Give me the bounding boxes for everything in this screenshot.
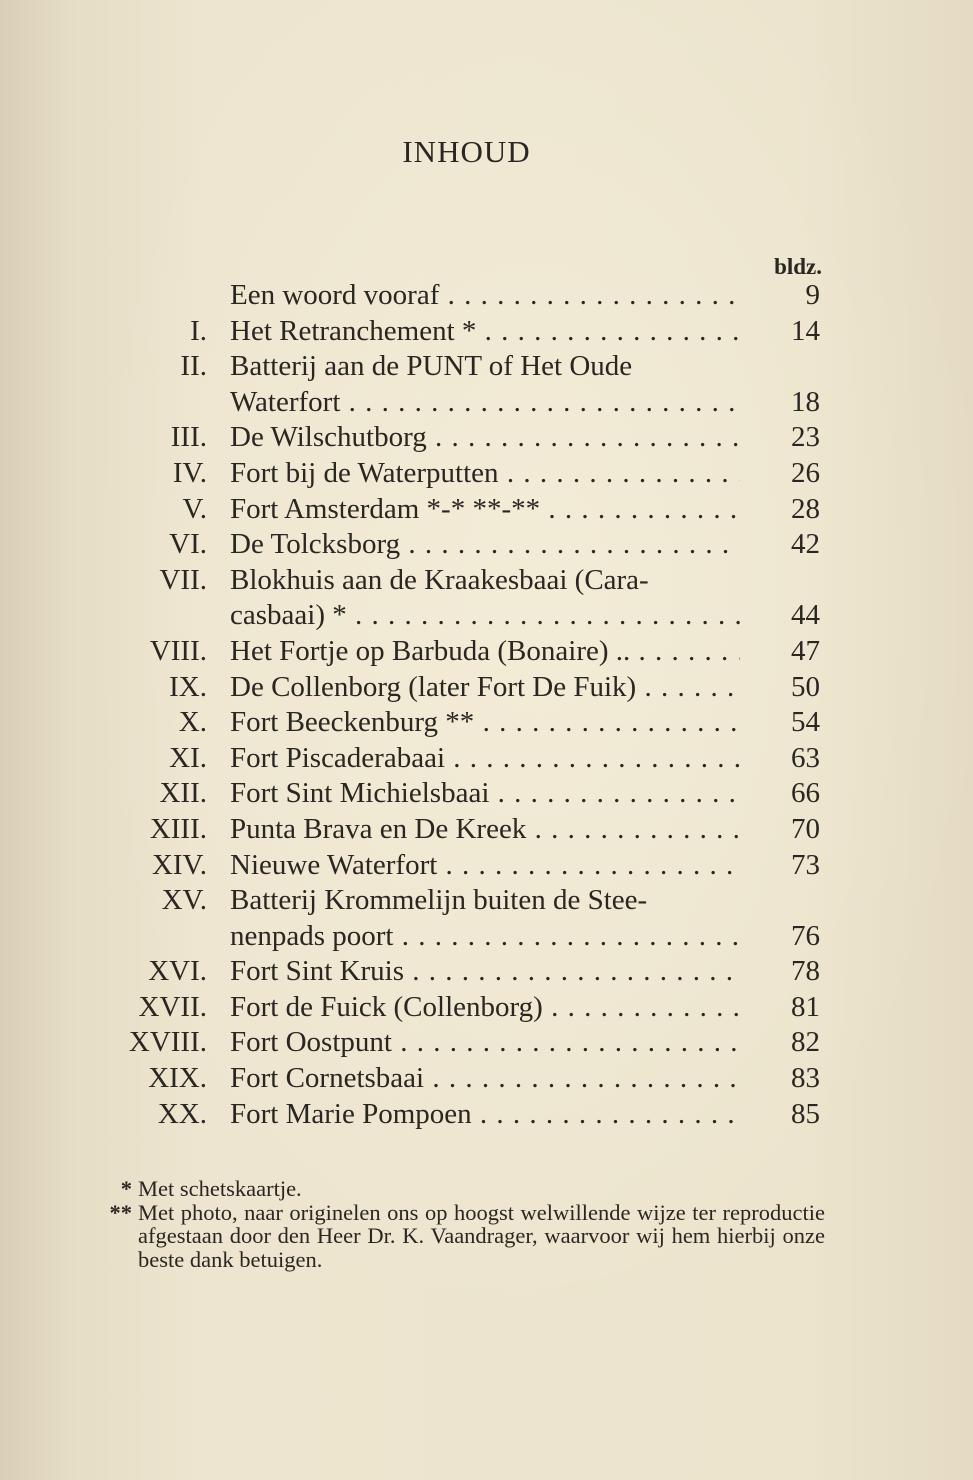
toc-entry (0, 741, 973, 777)
toc-entry-page: 28 (791, 492, 820, 525)
toc-entry-title-wrap (230, 492, 740, 528)
toc-entry-page: 78 (791, 955, 820, 988)
toc-entry-number: XV. (161, 884, 207, 917)
toc-entry-title: Punta Brava en De Kreek (230, 812, 527, 845)
toc-entry (0, 812, 973, 848)
toc-entry-title-wrap (230, 349, 740, 385)
toc-entry (0, 883, 973, 919)
toc-entry-number: XVI. (148, 955, 207, 988)
toc-entry (0, 492, 973, 528)
footnote-mark: * (120, 1176, 132, 1201)
toc-entry-number: XVII. (138, 990, 207, 1023)
toc-entry-title-wrap (230, 883, 740, 919)
toc-entry (0, 990, 973, 1026)
toc-entry-number: VII. (159, 563, 207, 596)
toc-entry-title: Nieuwe Waterfort (230, 848, 438, 881)
footnote-mark: ** (109, 1199, 132, 1225)
toc-entry-title: Fort Amsterdam *-* **-** (230, 492, 541, 525)
toc-entry (0, 1025, 973, 1061)
toc-entry-title-wrap (230, 990, 740, 1026)
dot-leader (499, 457, 740, 489)
toc-entry-page: 42 (791, 528, 820, 561)
toc-entry-title: Fort Sint Kruis (230, 955, 405, 988)
toc-entry-number: VIII. (149, 634, 207, 667)
toc-entry-page: 26 (791, 456, 820, 489)
dot-leader (474, 706, 740, 738)
toc-entry-number: XIV. (151, 848, 207, 881)
toc-entry-title: Het Retranchement * (230, 314, 477, 347)
toc-entry-title-wrap (230, 420, 740, 456)
toc-entry-number: II. (180, 350, 207, 383)
toc-entry-title-wrap (230, 954, 740, 990)
footnote-text: Met schetskaartje. (138, 1176, 302, 1201)
toc-entry-page: 54 (791, 706, 820, 739)
toc-entry-page: 83 (791, 1062, 820, 1095)
toc-entry-title: Het Fortje op Barbuda (Bonaire) .. (230, 634, 631, 667)
toc-entry (0, 705, 973, 741)
page-title: INHOUD (402, 134, 531, 169)
toc-entry-number: I. (190, 314, 207, 347)
toc-entry-number: III. (170, 421, 207, 454)
toc-entry-title: Waterfort (230, 385, 341, 418)
toc-entry-title: Fort Oostpunt (230, 1026, 392, 1059)
toc-entry-title: casbaai) * (230, 599, 347, 632)
toc-entry-page: 47 (791, 634, 820, 667)
toc-entry (0, 314, 973, 350)
toc-entry-number: XVIII. (128, 1026, 207, 1059)
toc-entry-title: Batterij aan de PUNT of Het Oude (230, 350, 633, 383)
dot-leader (424, 1062, 740, 1094)
dot-leader (445, 742, 740, 774)
dot-leader (526, 813, 740, 845)
toc-entry-page: 82 (791, 1026, 820, 1059)
toc-entry-page: 9 (805, 279, 820, 311)
toc-entry-title-wrap (230, 741, 740, 777)
toc-entry-title-wrap (230, 563, 740, 599)
toc-entry-page: 44 (791, 599, 820, 632)
toc-entry-title: De Wilschutborg (230, 421, 427, 454)
toc-entry-number: XII. (159, 777, 207, 810)
toc-entry (0, 563, 973, 599)
dot-leader (392, 1026, 740, 1058)
dot-leader (636, 671, 740, 703)
toc-entry-page: 66 (791, 777, 820, 810)
toc-entry (0, 848, 973, 884)
footnote (100, 1201, 825, 1272)
toc-entry (0, 349, 973, 385)
dot-leader (630, 635, 740, 667)
toc-entry-title-wrap (230, 812, 740, 848)
toc-entry-page: 50 (791, 670, 820, 703)
toc-entry-title-wrap (230, 1025, 740, 1061)
footnote-text: Met photo, naar originelen ons op hoogst welwillende wijze ter reproductie afgestaan door den Heer Dr. K. Vaandrager, waarvoor wij hem hierbij onze beste dank betuigen. (138, 1199, 825, 1272)
dot-leader (489, 777, 740, 809)
toc-entry (0, 527, 973, 563)
toc-entry (0, 420, 973, 456)
toc-entry-title: Fort Cornetsbaai (230, 1062, 425, 1095)
toc-entry (0, 1097, 973, 1133)
toc-entry-number: V. (182, 492, 207, 525)
toc-entry-page: 18 (791, 385, 820, 418)
toc-entry-title-wrap (230, 1097, 740, 1133)
dot-leader (476, 315, 740, 347)
toc-entry-page: 63 (791, 741, 820, 774)
toc-entry-title-wrap (230, 598, 740, 634)
dot-leader (437, 849, 740, 881)
toc-entry (0, 598, 973, 634)
toc-entry-number: XIII. (149, 812, 207, 845)
toc-entry (0, 385, 973, 421)
dot-leader (540, 493, 740, 525)
toc-entry-page: 14 (791, 314, 820, 347)
footnote (100, 1177, 825, 1201)
table-of-contents (0, 278, 973, 1132)
toc-entry-title-wrap (230, 919, 740, 955)
dot-leader (427, 421, 740, 453)
dot-leader (439, 279, 740, 311)
toc-entry-title: Fort bij de Waterputten (230, 456, 499, 489)
toc-entry (0, 776, 973, 812)
dot-leader (472, 1098, 740, 1130)
toc-entry-title: Blokhuis aan de Kraakesbaai (Cara- (230, 563, 649, 596)
toc-entry-title-wrap (230, 705, 740, 741)
toc-entry (0, 456, 973, 492)
toc-entry-title-wrap (230, 385, 740, 421)
toc-entry (0, 670, 973, 706)
toc-entry-number: XIX. (148, 1062, 207, 1095)
toc-entry (0, 1061, 973, 1097)
toc-entry (0, 954, 973, 990)
toc-entry-page: 76 (791, 919, 820, 952)
toc-entry-title: De Tolcksborg (230, 528, 401, 561)
toc-entry (0, 919, 973, 955)
toc-entry-title: Fort Beeckenburg ** (230, 706, 475, 739)
toc-entry-number: IX. (169, 670, 207, 703)
toc-entry (0, 278, 973, 314)
toc-entry-title-wrap (230, 848, 740, 884)
toc-entry-title-wrap (230, 776, 740, 812)
toc-entry-number: XX. (157, 1097, 207, 1130)
toc-entry-title: Batterij Krommelijn buiten de Stee- (230, 884, 648, 917)
toc-entry-number: X. (178, 706, 207, 739)
toc-entry-title: Een woord vooraf (230, 279, 440, 311)
toc-entry-title-wrap (230, 634, 740, 670)
toc-entry-title: Fort Marie Pompoen (230, 1097, 472, 1130)
toc-entry-title: Fort Piscaderabaai (230, 741, 446, 774)
toc-entry-title: Fort Sint Michielsbaai (230, 777, 490, 810)
toc-entry-title: Fort de Fuick (Collenborg) (230, 990, 543, 1023)
toc-entry-number: XI. (169, 741, 207, 774)
dot-leader (543, 991, 740, 1023)
toc-entry-title: De Collenborg (later Fort De Fuik) (230, 670, 637, 703)
footnotes (100, 1177, 825, 1271)
toc-entry-title-wrap (230, 314, 740, 350)
toc-entry-number: VI. (169, 528, 207, 561)
toc-entry-title-wrap (230, 527, 740, 563)
toc-entry-page: 23 (791, 421, 820, 454)
toc-entry-title-wrap (230, 1061, 740, 1097)
dot-leader (404, 955, 740, 987)
dot-leader (340, 386, 740, 418)
toc-entry-title-wrap (230, 670, 740, 706)
toc-entry-title: nenpads poort (230, 919, 394, 952)
toc-entry-page: 85 (791, 1097, 820, 1130)
toc-entry (0, 634, 973, 670)
dot-leader (400, 528, 740, 560)
toc-entry-page: 73 (791, 848, 820, 881)
dot-leader (347, 599, 740, 631)
toc-entry-page: 81 (791, 990, 820, 1023)
toc-entry-title-wrap (230, 278, 740, 314)
toc-entry-title-wrap (230, 456, 740, 492)
dot-leader (394, 920, 741, 952)
page-column-label: bldz. (774, 254, 822, 279)
toc-entry-page: 70 (791, 812, 820, 845)
toc-entry-number: IV. (172, 456, 207, 489)
